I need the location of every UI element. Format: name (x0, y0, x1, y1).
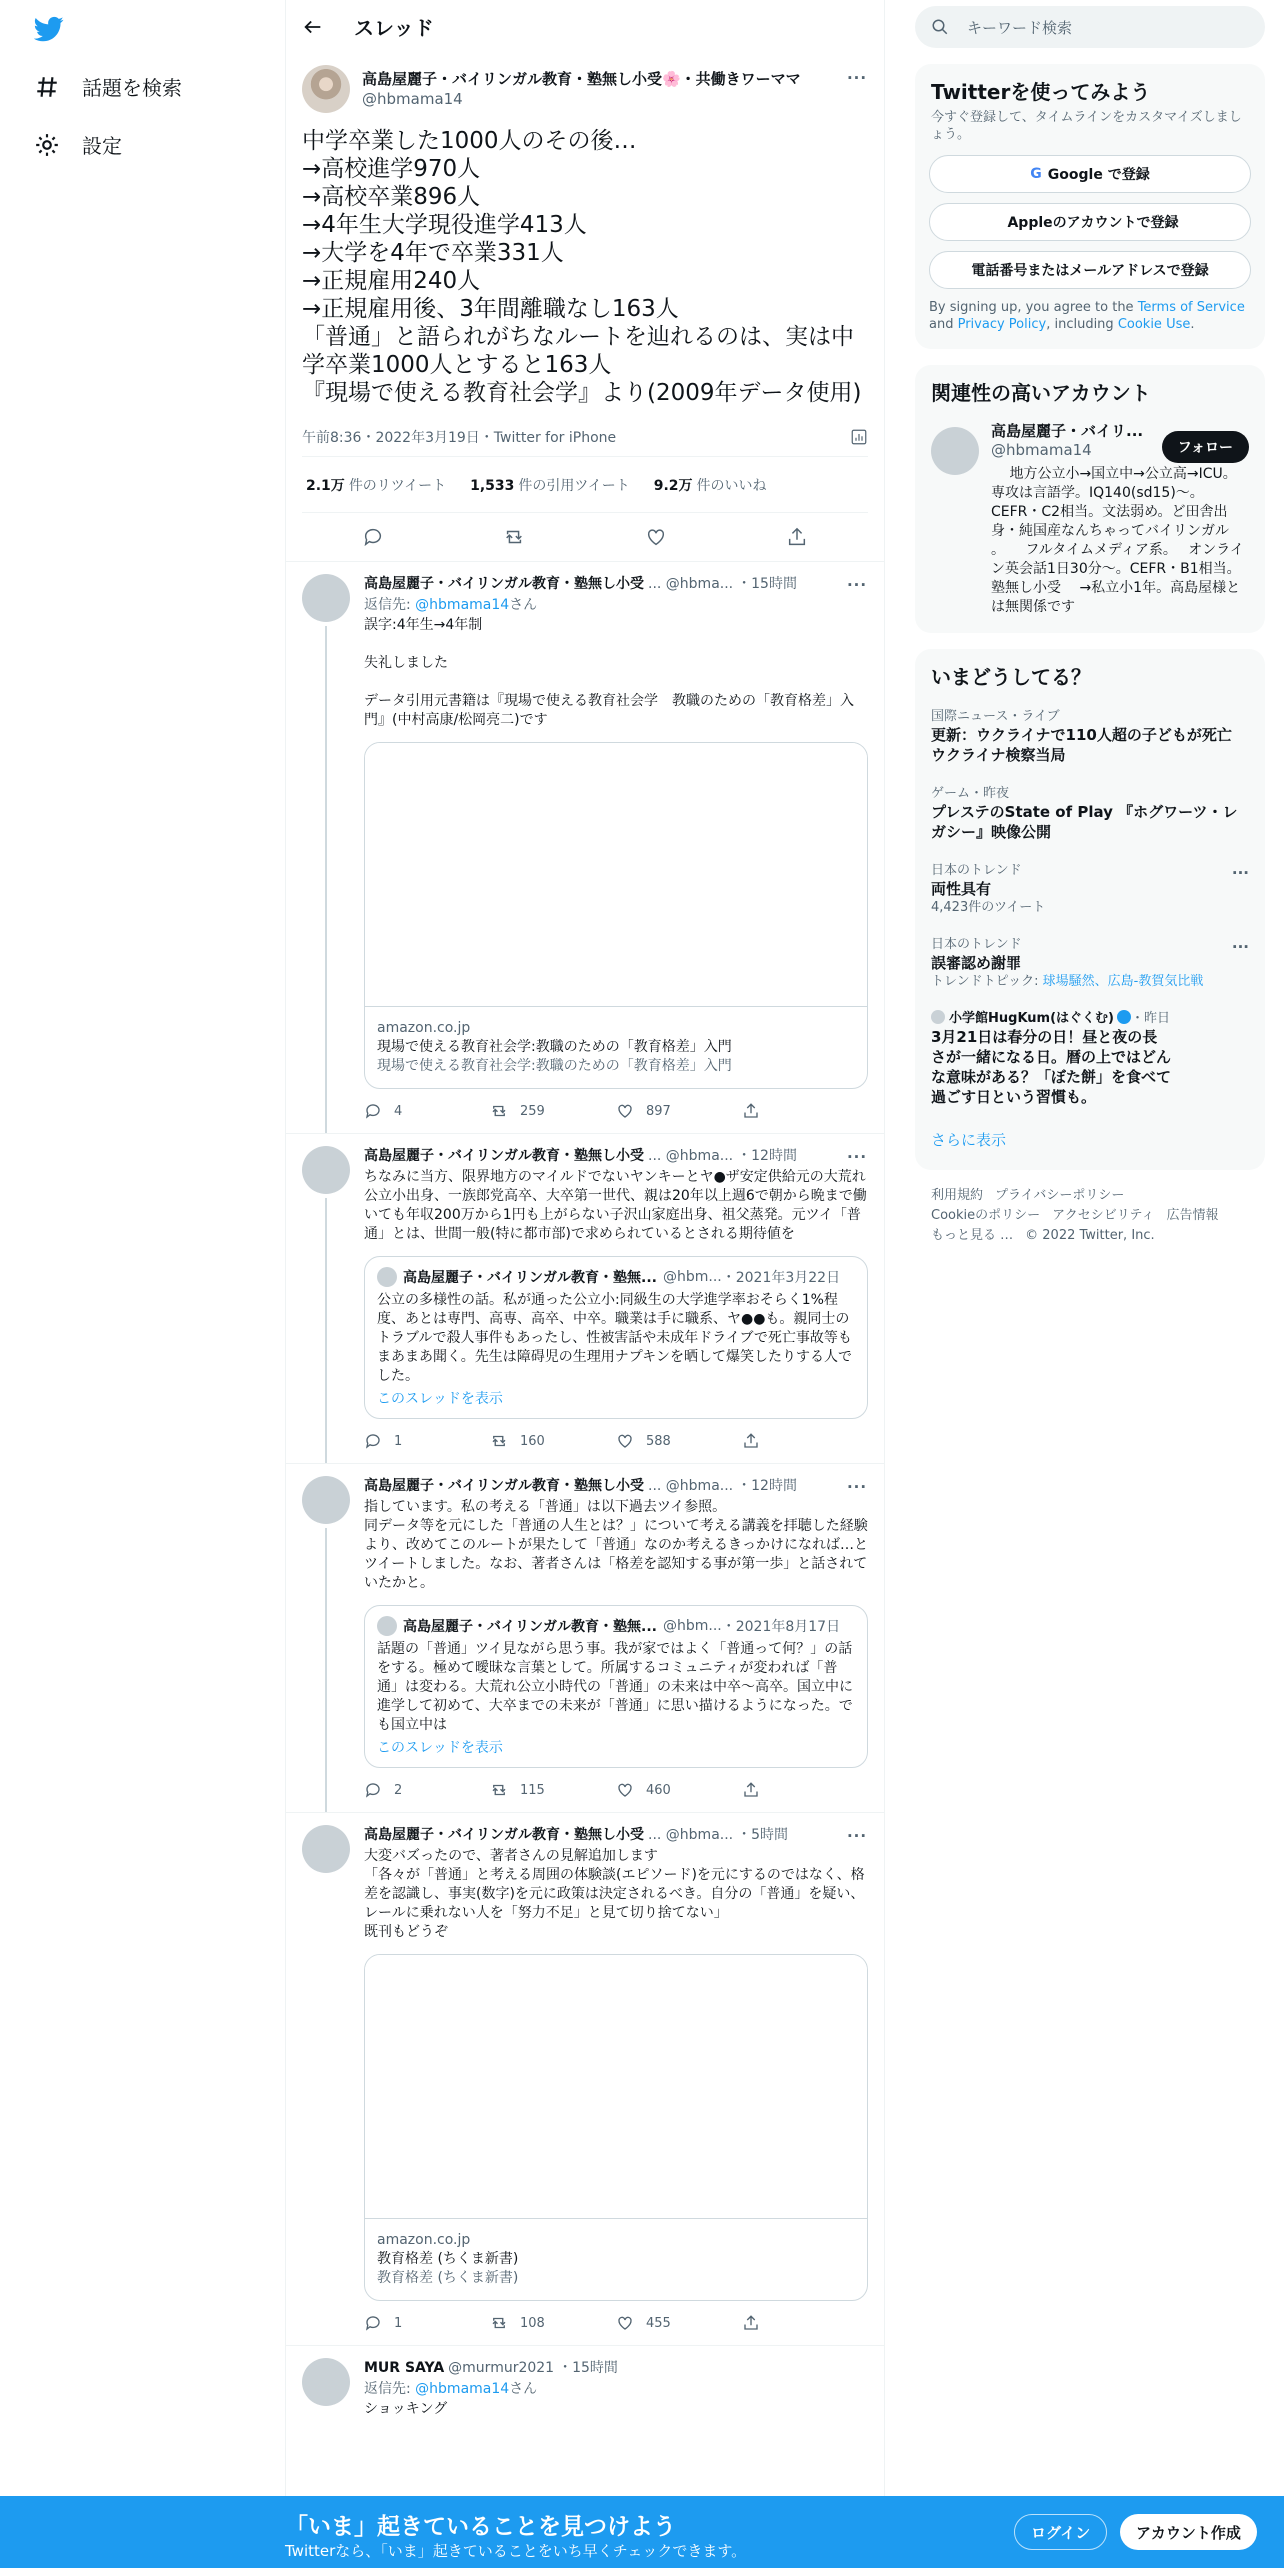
display-name[interactable]: 高島屋麗子・バイリンガル教育・塾無し小受 (364, 1827, 644, 1843)
share-button[interactable] (742, 2314, 868, 2332)
quote-display-name: 高島屋麗子・バイリンガル教育・塾無... (403, 1619, 657, 1635)
trend-item[interactable] (915, 852, 1265, 926)
trend-name: プレステのState of Play 『ホグワーツ・レガシー』映像公開 (931, 803, 1238, 841)
reply-button[interactable] (364, 1781, 490, 1799)
show-thread-link[interactable]: このスレッドを表示 (377, 1391, 503, 1407)
handle[interactable]: ... @hbma... (648, 576, 734, 592)
retweet-count[interactable] (302, 475, 446, 495)
link-card[interactable] (364, 742, 868, 1089)
terms-text-a: By signing up, you agree to the (929, 300, 1138, 315)
related-title: 関連性の高いアカウント (931, 381, 1151, 405)
bottom-bar-title: 「いま」起きていることを見つけよう (285, 2514, 676, 2540)
tweet-actions (364, 1419, 868, 1463)
like-count[interactable] (650, 475, 767, 495)
trend-name: 両性具有 (931, 880, 992, 898)
thread-tweet[interactable] (286, 1464, 884, 1813)
google-icon: G (1030, 166, 1042, 182)
retweet-count: 160 (520, 1433, 545, 1449)
focal-tweet (286, 53, 884, 562)
signup-title: Twitterを使ってみよう (931, 80, 1151, 104)
retweet-icon (490, 1432, 508, 1450)
card-image (365, 743, 867, 1007)
retweet-count: 259 (520, 1103, 545, 1119)
privacy-link[interactable]: Privacy Policy (957, 317, 1047, 332)
terms-link[interactable]: Terms of Service (1137, 300, 1245, 315)
tweet-time[interactable]: ・15時間 (737, 576, 797, 592)
share-button[interactable] (742, 1432, 868, 1450)
avatar[interactable] (302, 1146, 350, 1194)
promo-source: 小学館HugKum(はぐくむ) (949, 1011, 1114, 1026)
display-name[interactable]: MUR SAYA (364, 2360, 445, 2376)
nav-explore[interactable] (34, 72, 182, 101)
more-options-icon[interactable]: ··· (846, 1478, 868, 1496)
phone-signup-button[interactable] (929, 251, 1251, 289)
tweet-timestamp[interactable]: 午前8:36・2022年3月19日・Twitter for iPhone (302, 429, 617, 446)
tweet-actions (302, 513, 868, 561)
footer-links (915, 1170, 1265, 1262)
reply-icon (364, 1102, 382, 1120)
nav-settings-label: 設定 (82, 134, 122, 158)
retweet-icon (490, 1781, 508, 1799)
thread-tweet[interactable] (286, 1813, 884, 2346)
tweet-text: 指しています。私の考える「普通」は以下過去ツイ参照。 同データ等を元にした「普通の人生とは？」について考える講義を拝聴した経験より、改めてこのルートが果たして「普通」なのか考えるきっかけになれば…とツイートしました。なお、著者さんは「格差を認知する事が第一歩」と話されていたかと。 (364, 1499, 868, 1591)
more-options-icon[interactable]: ··· (1231, 864, 1249, 882)
reply-count: 4 (394, 1103, 403, 1119)
verified-badge-icon (1117, 1010, 1131, 1024)
handle[interactable]: ... @hbma... (648, 1148, 734, 1164)
terms-text-c: , including (1046, 317, 1118, 332)
tweet-actions (364, 1089, 868, 1133)
quote-count-label: 件の引用ツイート (518, 477, 630, 494)
display-name[interactable]: 高島屋麗子・バイリンガル教育・塾無し小受🌸・共働きワーママ (362, 70, 801, 88)
related-accounts-panel (915, 365, 1265, 633)
quote-count-value: 1,533 (470, 477, 515, 494)
reply-count: 1 (394, 2315, 403, 2331)
card-image (365, 1955, 867, 2219)
tweet-time[interactable]: ・12時間 (737, 1148, 797, 1164)
reply-button[interactable] (364, 1102, 490, 1120)
back-arrow-icon[interactable] (302, 16, 324, 38)
retweet-count: 115 (520, 1782, 545, 1798)
reply-to (364, 2378, 868, 2398)
promoted-item[interactable] (915, 1000, 1265, 1117)
trend-item[interactable] (915, 775, 1265, 852)
show-more-link[interactable]: さらに表示 (931, 1131, 1007, 1149)
more-options-icon[interactable]: ··· (846, 1148, 868, 1166)
quote-handle: @hbm... (662, 1618, 722, 1634)
nav-explore-label: 話題を検索 (82, 76, 182, 100)
share-icon (742, 1432, 760, 1450)
reply-icon (364, 1432, 382, 1450)
avatar[interactable] (302, 1825, 350, 1873)
bottom-signup-bar (0, 2496, 1284, 2568)
trend-tweet-count: 4,423件のツイート (931, 900, 1046, 915)
phone-signup-label: 電話番号またはメールアドレスで登録 (971, 263, 1209, 279)
signup-description: 今すぐ登録して、タイムラインをカスタマイズしましょう。 (931, 110, 1242, 142)
quote-time: ・2021年3月22日 (721, 1270, 841, 1286)
apple-signup-button[interactable] (929, 203, 1251, 241)
like-button[interactable] (616, 1432, 742, 1450)
trend-item[interactable] (915, 698, 1265, 775)
profile-bio: 地方公立小→国立中→公立高→ICU。専攻は言語学。IQ140(sd15)〜。CEFR・C2相当。文法弱め。ど田舎出身・純国産なんちゃってバイリンガル 。 フルタイムメディア系。 オンライン英会話1日30分〜。CEFR・B1相当。塾無し小受 →私立小1年。高島屋様とは無関係です (991, 466, 1248, 615)
trend-category: ゲーム・昨夜 (931, 786, 1010, 801)
like-count: 897 (646, 1103, 671, 1119)
footer-cookie-link[interactable]: Cookieのポリシー (931, 1208, 1041, 1223)
login-button[interactable]: ログイン (1014, 2514, 1107, 2550)
trend-name: 更新：ウクライナで110人超の子どもが死亡 ウクライナ検察当局 (931, 726, 1232, 764)
avatar[interactable] (302, 1476, 350, 1524)
trend-category: 日本のトレンド (931, 863, 1022, 878)
avatar[interactable] (302, 65, 350, 113)
tweet-text: 誤字:4年生→4年制 失礼しました データ引用元書籍は『現場で使える教育社会学 教職のための「教育格差」入門』(中村高康/松岡亮二)です (364, 617, 854, 728)
like-count-value: 9.2万 (653, 477, 693, 494)
card-description: 教育格差 (ちくま新書) (377, 2270, 519, 2286)
main-column (285, 0, 885, 2568)
card-description: 現場で使える教育社会学:教職のための「教育格差」入門 (377, 1058, 732, 1074)
tweet-text: ちなみに当方、限界地方のマイルドでないヤンキーとヤ●ザ安定供給元の大荒れ公立小出身、一族郎党高卒、大卒第一世代、親は20年以上週6で朝から晩まで働いても年収200万から1円も上がらない子沢山家庭出身、祖父蒸発。元ツイ「普通」とは、世間一般(特に都市部)で求められているとされる期待値を (364, 1169, 867, 1242)
google-signup-button[interactable] (929, 155, 1251, 193)
tweet-time[interactable]: ・12時間 (737, 1478, 797, 1494)
twitter-bird-icon[interactable] (34, 14, 64, 44)
like-button[interactable] (616, 2314, 742, 2332)
promo-time: ・昨日 (1130, 1011, 1170, 1026)
trend-item[interactable] (915, 926, 1265, 1000)
display-name[interactable]: 高島屋麗子・バイリンガル教育・塾無し小受 (364, 1478, 644, 1494)
avatar[interactable] (302, 574, 350, 622)
quote-display-name: 高島屋麗子・バイリンガル教育・塾無... (403, 1270, 657, 1286)
retweet-count-value: 2.1万 (306, 477, 345, 494)
retweet-count: 108 (520, 2315, 545, 2331)
trends-panel (915, 649, 1265, 1170)
reply-button[interactable] (364, 1432, 490, 1450)
link-card[interactable] (364, 1954, 868, 2301)
card-title: 教育格差 (ちくま新書) (377, 2251, 519, 2267)
search-icon (931, 18, 949, 36)
thread-line (325, 1528, 327, 1812)
handle[interactable]: ... @hbma... (648, 1478, 734, 1494)
retweet-icon (490, 1102, 508, 1120)
footer-terms-link[interactable]: 利用規約 (931, 1188, 984, 1203)
like-count-label: 件のいいね (696, 477, 767, 494)
handle[interactable]: @hbmama14 (362, 90, 463, 108)
handle[interactable]: ... @hbma... (648, 1827, 734, 1843)
like-icon (616, 1781, 634, 1799)
reply-suffix: さん (509, 597, 538, 613)
apple-signup-label: Appleのアカウントで登録 (1007, 215, 1179, 231)
google-signup-label: Google で登録 (1047, 167, 1150, 183)
tweet-time[interactable]: ・5時間 (737, 1827, 789, 1843)
promo-source-row (931, 1010, 1249, 1027)
tweet-stats (302, 457, 868, 513)
more-options-icon[interactable]: ··· (846, 1827, 868, 1845)
reply-icon[interactable] (362, 526, 384, 548)
trend-category: 日本のトレンド (931, 937, 1022, 952)
thread-tweet[interactable] (286, 1134, 884, 1464)
thread-line (325, 626, 327, 1133)
share-button[interactable] (742, 1781, 868, 1799)
like-icon[interactable] (645, 526, 667, 548)
signup-panel (915, 64, 1265, 349)
like-icon (616, 1432, 634, 1450)
avatar (377, 1616, 397, 1636)
bottom-bar-subtitle: Twitterなら、「いま」起きていることをいち早くチェックできます。 (285, 2542, 747, 2560)
share-icon (742, 1102, 760, 1120)
avatar[interactable] (302, 2358, 350, 2406)
cookie-link[interactable]: Cookie Use (1117, 317, 1191, 332)
gear-icon (34, 132, 60, 158)
search-placeholder: キーワード検索 (967, 18, 1073, 37)
terms-text-b: and (929, 317, 958, 332)
handle[interactable]: @murmur2021 (448, 2360, 555, 2376)
more-options-icon[interactable]: ··· (1231, 938, 1249, 956)
retweet-button[interactable] (490, 1781, 616, 1799)
trends-title: いまどうしてる？ (931, 665, 1091, 689)
trend-name: 誤審認め謝罪 (931, 954, 1022, 972)
reply-prefix: 返信先: (364, 2381, 411, 2397)
trend-category: 国際ニュース・ライブ (931, 709, 1060, 724)
nav-settings[interactable] (34, 130, 122, 159)
quote-count[interactable] (466, 475, 630, 495)
tweet-time[interactable]: ・15時間 (558, 2360, 618, 2376)
like-button[interactable] (616, 1102, 742, 1120)
more-options-icon[interactable]: ··· (846, 576, 868, 594)
follow-button[interactable]: フォロー (1162, 431, 1249, 463)
share-icon[interactable] (786, 526, 808, 548)
retweet-icon (490, 2314, 508, 2332)
terms-text-d: . (1190, 317, 1195, 332)
reply-to (364, 594, 868, 614)
footer-accessibility-link[interactable]: アクセシビリティ (1052, 1208, 1155, 1223)
more-options-icon[interactable]: ··· (846, 69, 868, 87)
quote-tweet[interactable] (364, 1605, 868, 1768)
hashtag-icon (34, 74, 60, 100)
trend-topic-link[interactable]: 球場騒然、広島-教賀気比戦 (1042, 974, 1204, 989)
quote-handle: @hbm... (662, 1269, 722, 1285)
retweet-button[interactable] (490, 1102, 616, 1120)
footer-ads-link[interactable]: 広告情報 (1166, 1208, 1219, 1223)
display-name[interactable]: 高島屋麗子・バイリ... (991, 422, 1144, 440)
like-icon (616, 2314, 634, 2332)
retweet-icon[interactable] (503, 526, 525, 548)
quote-text: 話題の「普通」ツイ見ながら思う事。我が家ではよく「普通って何？」の話をする。極めて曖昧な言葉として。所属するコミュニティが変われば「普通」は変わる。大荒れ公立小時代の「普通」の未来は中卒〜高卒。国立中に進学して初めて、大卒までの未来が「普通」に思い描けるようになった。でも国立中は (377, 1641, 853, 1733)
reply-icon (364, 2314, 382, 2332)
reply-to-link[interactable]: @hbmama14 (415, 597, 510, 613)
reply-icon (364, 1781, 382, 1799)
footer-copyright: © 2022 Twitter, Inc. (1025, 1228, 1155, 1243)
reply-count: 1 (394, 1433, 403, 1449)
signup-terms (915, 289, 1265, 349)
promo-text: 3月21日は春分の日！昼と夜の長さが一緒になる日。暦の上ではどんな意味がある？「ぼた餅」を食べて過ごす日という習慣も。 (931, 1028, 1172, 1106)
avatar[interactable] (931, 427, 979, 475)
tweet-meta (302, 417, 868, 457)
share-icon (742, 1781, 760, 1799)
left-nav (0, 0, 285, 2568)
reply-suffix: さん (509, 2381, 538, 2397)
tweet-text: 大変バズったので、著者さんの見解追加します 「各々が「普通」と考える周囲の体験談(エピソード)を元にするのではなく、格差を認識し、事実(数字)を元に政策は決定されるべき。自分の「普通」を疑い、レールに乗れない人を「努力不足」と見て切り捨てない」 既刊もどうぞ (364, 1848, 865, 1940)
footer-more-link[interactable]: もっと見る … (931, 1228, 1014, 1243)
thread-tweet[interactable] (286, 562, 884, 1134)
like-count: 460 (646, 1782, 671, 1798)
like-count: 588 (646, 1433, 671, 1449)
trend-topic-prefix: トレンドトピック: (931, 974, 1043, 989)
tweet-text: ショッキング (364, 2401, 448, 2417)
like-icon (616, 1102, 634, 1120)
retweet-button[interactable] (490, 2314, 616, 2332)
search-box[interactable] (915, 6, 1265, 48)
right-sidebar (915, 0, 1265, 1262)
card-domain: amazon.co.jp (377, 1020, 471, 1036)
thread-header (286, 0, 884, 53)
retweet-count-label: 件のリツイート (348, 477, 447, 494)
quote-text: 公立の多様性の話。私が通った公立小:同級生の大学進学率おそらく1%程度、あとは専門、高専、高卒、中卒。職業は手に職系、ヤ●●も。親同士のトラブルで殺人事件もあったし、性被害話や未成年ドライブで死亡事故等もまあまあ聞く。先生は障碍児の生理用ナプキンを晒して爆笑したりする人でした。 (377, 1292, 853, 1384)
quote-time: ・2021年8月17日 (721, 1619, 841, 1635)
footer-privacy-link[interactable]: プライバシーポリシー (995, 1188, 1125, 1203)
tweet-actions (364, 2301, 868, 2345)
reply-prefix: 返信先: (364, 597, 411, 613)
analytics-icon[interactable] (850, 428, 868, 446)
trend-topic (931, 973, 1249, 990)
tweet-actions (364, 1768, 868, 1812)
handle[interactable]: @hbmama14 (991, 441, 1092, 459)
share-icon (742, 2314, 760, 2332)
show-thread-link[interactable]: このスレッドを表示 (377, 1740, 503, 1756)
tweet-text: 中学卒業した1000人のその後… →高校進学970人 →高校卒業896人 →4年生大学現役進学413人 →大学を4年で卒業331人 →正規雇用240人 →正規雇用後、3年間離職なし163人 「普通」と語られがちなルートを辿れるのは、実は中学卒業1000人とすると163人 『現場で使える教育社会学』より(2009年データ使用) (302, 128, 862, 406)
create-account-button[interactable]: アカウント作成 (1120, 2514, 1257, 2550)
reply-button[interactable] (364, 2314, 490, 2332)
quote-tweet[interactable] (364, 1256, 868, 1419)
card-domain: amazon.co.jp (377, 2232, 471, 2248)
reply-count: 2 (394, 1782, 403, 1798)
card-title: 現場で使える教育社会学:教職のための「教育格差」入門 (377, 1039, 732, 1055)
like-count: 455 (646, 2315, 671, 2331)
retweet-button[interactable] (490, 1432, 616, 1450)
avatar (931, 1010, 945, 1024)
display-name[interactable]: 高島屋麗子・バイリンガル教育・塾無し小受 (364, 576, 644, 592)
thread-line (325, 1198, 327, 1463)
thread-tweet[interactable] (286, 2346, 884, 2419)
like-button[interactable] (616, 1781, 742, 1799)
avatar (377, 1267, 397, 1287)
display-name[interactable]: 高島屋麗子・バイリンガル教育・塾無し小受 (364, 1148, 644, 1164)
reply-to-link[interactable]: @hbmama14 (415, 2381, 510, 2397)
page-title: スレッド (354, 16, 434, 40)
share-button[interactable] (742, 1102, 868, 1120)
